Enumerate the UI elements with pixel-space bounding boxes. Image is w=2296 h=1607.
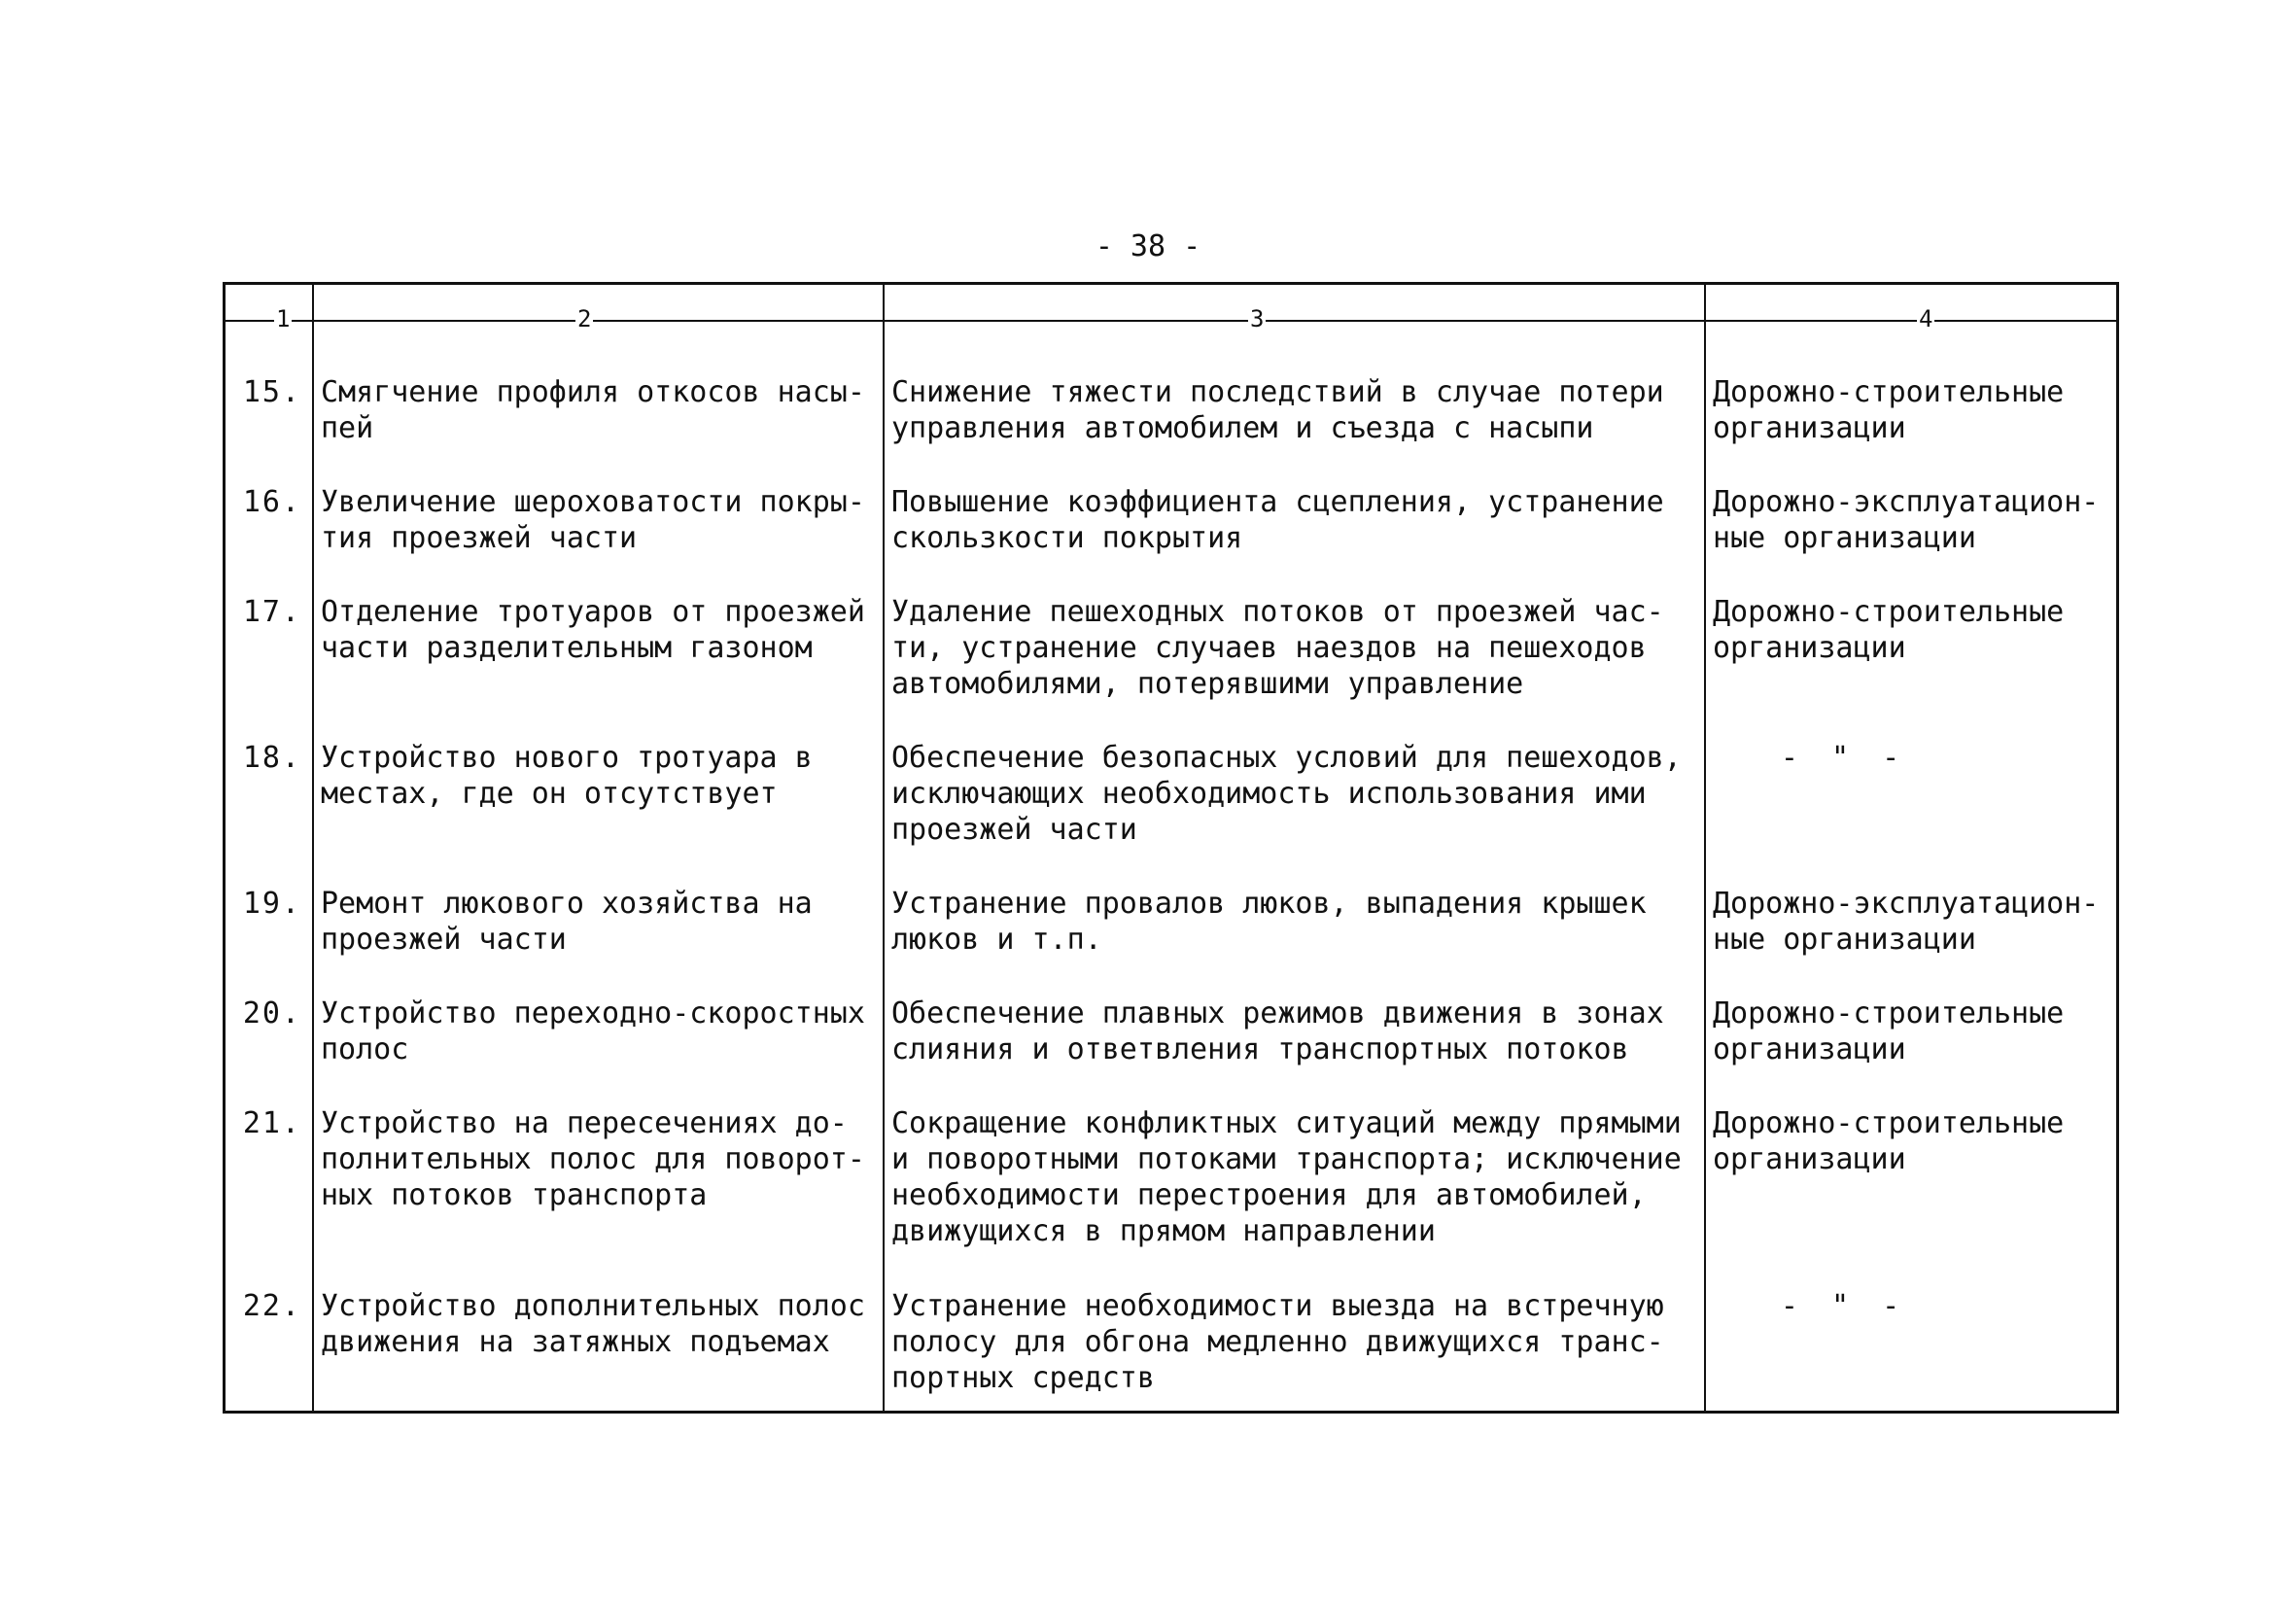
header-rule (314, 320, 883, 322)
effect-cell: Удаление пешеходных потоков от проезжей час- ти, устранение случаев наездов на пешеходов автомобилями, потерявшими управление (891, 595, 1664, 701)
row-number: 19. (242, 887, 301, 921)
column-header-3: 3 (1250, 305, 1265, 332)
row-number: 22. (242, 1289, 301, 1323)
effect-cell: Сокращение конфликтных ситуаций между прямыми и поворотными потоками транспорта; исключение необходимости перестроения для автомобилей, движущихся в прямом направлении (891, 1106, 1682, 1248)
executor-cell: Дорожно-строительные организации (1713, 375, 2065, 445)
effect-cell: Повышение коэффициента сцепления, устранение скользкости покрытия (891, 485, 1664, 555)
effect-cell: Устранение необходимости выезда на встречную полосу для обгона медленно движущихся транс- портных средств (891, 1289, 1664, 1395)
executor-cell: Дорожно-строительные организации (1713, 996, 2065, 1066)
measure-cell: Ремонт люкового хозяйства на проезжей части (321, 887, 813, 957)
column-divider (312, 285, 314, 1411)
row-number: 18. (242, 741, 301, 775)
measure-cell: Устройство переходно-скоростных полос (321, 996, 865, 1066)
measures-table (223, 282, 2119, 1414)
row-number: 17. (242, 595, 301, 629)
measure-cell: Увеличение шероховатости покры- тия проезжей части (321, 485, 865, 555)
effect-cell: Устранение провалов люков, выпадения крышек люков и т.п. (891, 887, 1647, 957)
header-rule (885, 320, 1704, 322)
header-rule (1706, 320, 2119, 322)
ditto-mark: - " - (1780, 741, 1908, 775)
effect-cell: Обеспечение безопасных условий для пешеходов, исключающих необходимость использования ими проезжей части (891, 741, 1682, 847)
measure-cell: Смягчение профиля откосов насы- пей (321, 375, 865, 445)
row-number: 16. (242, 485, 301, 519)
column-header-2: 2 (577, 305, 592, 332)
row-number: 15. (242, 375, 301, 409)
effect-cell: Снижение тяжести последствий в случае потери управления автомобилем и съезда с насыпи (891, 375, 1664, 445)
measure-cell: Устройство дополнительных полос движения на затяжных подъемах (321, 1289, 865, 1359)
effect-cell: Обеспечение плавных режимов движения в зонах слияния и ответвления транспортных потоков (891, 996, 1664, 1066)
page-number: - 38 - (1095, 229, 1201, 263)
ditto-mark: - " - (1780, 1289, 1908, 1323)
executor-cell: Дорожно-эксплуатацион- ные организации (1713, 887, 2100, 957)
executor-cell: Дорожно-строительные организации (1713, 595, 2065, 665)
column-divider (883, 285, 885, 1411)
header-rule (226, 320, 312, 322)
measure-cell: Устройство нового тротуара в местах, где он отсутствует (321, 741, 813, 811)
executor-cell: Дорожно-строительные организации (1713, 1106, 2065, 1176)
column-divider (1704, 285, 1706, 1411)
column-header-4: 4 (1919, 305, 1933, 332)
column-header-1: 1 (276, 305, 291, 332)
executor-cell: Дорожно-эксплуатацион- ные организации (1713, 485, 2100, 555)
measure-cell: Отделение тротуаров от проезжей части разделительным газоном (321, 595, 865, 665)
row-number: 21. (242, 1106, 301, 1140)
row-number: 20. (242, 996, 301, 1031)
measure-cell: Устройство на пересечениях до- полнительных полос для поворот- ных потоков транспорта (321, 1106, 865, 1212)
